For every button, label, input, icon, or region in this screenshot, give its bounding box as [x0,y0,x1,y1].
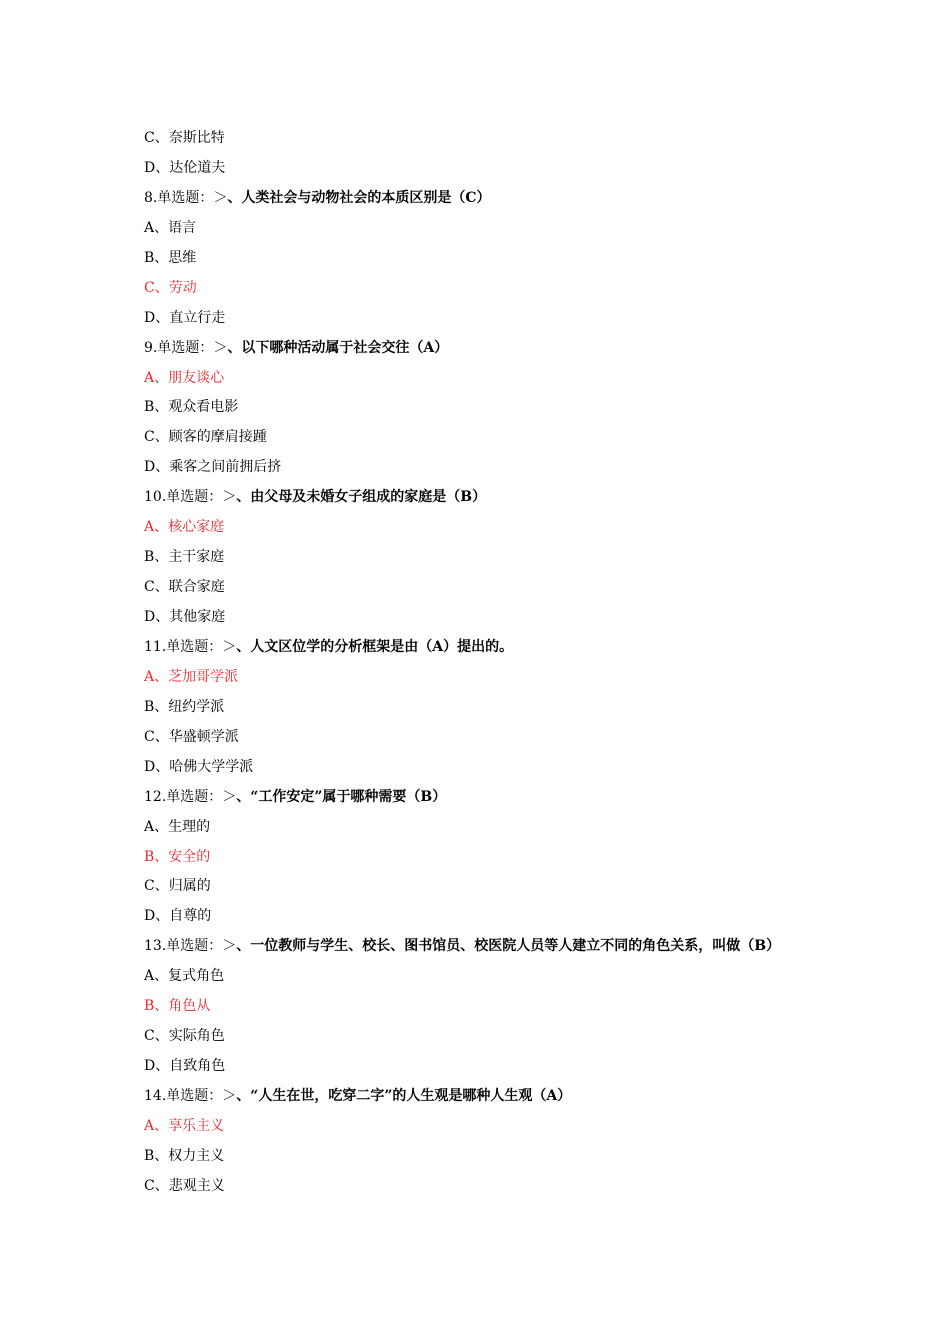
question-stem: 、“人生在世，吃穿二字”的人生观是哪种人生观（A） [236,1088,572,1104]
answer-option: D、乘客之间前拥后挤 [144,459,282,476]
answer-option: C、顾客的摩肩接踵 [144,429,267,446]
correct-option: B、角色从 [144,998,211,1015]
answer-option: C、联合家庭 [144,579,225,596]
question-stem: 、人类社会与动物社会的本质区别是（C） [227,189,491,206]
answer-option: B、思维 [144,249,197,266]
answer-option: C、实际角色 [144,1028,225,1045]
correct-option: A、朋友谈心 [144,369,225,386]
answer-option: D、直立行走 [144,309,226,326]
correct-option: C、劳动 [144,279,197,296]
document-body [144,124,904,1202]
question-number: 10.单选题：＞ [144,489,237,506]
question-stem: 、人文区位学的分析框架是由（A）提出的。 [236,638,514,655]
question-number: 9.单选题：＞ [144,339,228,356]
answer-option: A、生理的 [144,818,211,835]
question-number: 11.单选题：＞ [144,638,237,655]
question-number: 14.单选题：＞ [144,1088,237,1104]
answer-option: A、复式角色 [144,968,225,985]
correct-option: A、享乐主义 [144,1117,225,1134]
question-number: 8.单选题：＞ [144,189,228,206]
answer-option: C、悲观主义 [144,1177,225,1194]
question-line [144,483,904,513]
question-line [144,184,904,214]
question-number: 12.单选题：＞ [144,788,237,805]
question-line [144,1082,904,1112]
question-line [144,334,904,364]
question-stem: 、一位教师与学生、校长、图书馆员、校医院人员等人建立不同的角色关系，叫做（B） [236,938,781,955]
question-number: 13.单选题：＞ [144,938,237,955]
answer-option: C、归属的 [144,878,211,895]
answer-option: D、自致角色 [144,1058,226,1075]
answer-option: D、自尊的 [144,908,212,925]
correct-option: A、芝加哥学派 [144,668,239,685]
answer-option: D、其他家庭 [144,609,226,625]
answer-option: D、哈佛大学学派 [144,758,254,775]
question-line [144,783,904,813]
answer-option: B、权力主义 [144,1147,225,1164]
answer-option: A、语言 [144,219,197,236]
answer-option: C、华盛顿学派 [144,728,239,745]
answer-option: B、主干家庭 [144,549,225,566]
answer-option: B、观众看电影 [144,399,239,416]
question-line [144,633,904,663]
answer-option: B、纽约学派 [144,698,225,715]
question-line [144,932,904,962]
answer-option: D、达伦道夫 [144,159,226,176]
question-stem: 、由父母及未婚女子组成的家庭是（B） [236,489,487,506]
answer-option: C、奈斯比特 [144,130,225,146]
question-stem: 、以下哪种活动属于社会交往（A） [227,339,449,356]
correct-option: B、安全的 [144,848,211,865]
question-stem: 、“工作安定”属于哪种需要（B） [236,788,447,805]
correct-option: A、核心家庭 [144,519,225,536]
